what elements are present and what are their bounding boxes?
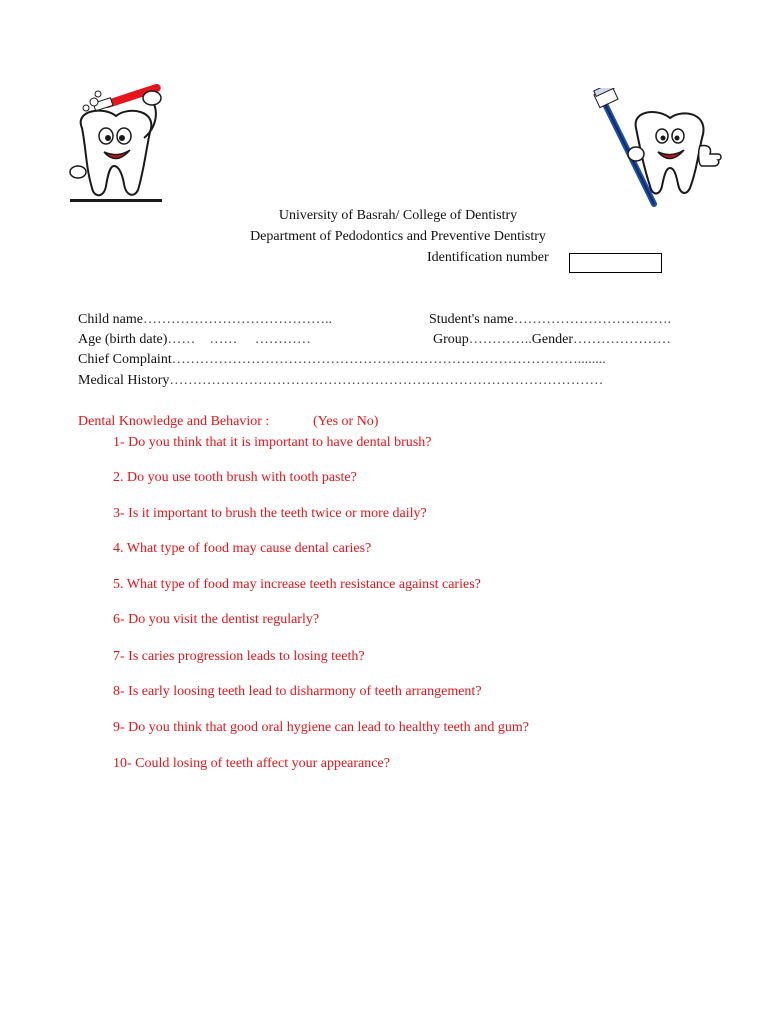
medical-history-field[interactable] [78,373,603,389]
identification-number-box[interactable] [569,253,662,273]
child-name-field[interactable] [78,312,332,328]
question-item: 9- Do you think that good oral hygiene can lead to healthy teeth and gum? [113,720,529,735]
group-gender-field[interactable] [433,332,671,348]
gender-label: Gender [531,332,573,347]
question-item: 3- Is it important to brush the teeth twice or more daily? [113,506,427,521]
question-item: 2. Do you use tooth brush with tooth paste? [113,470,357,485]
tooth-mascot-thumbs-up-icon [592,88,722,208]
gender-blank: ………………… [572,332,671,347]
question-item: 10- Could losing of teeth affect your appearance? [113,756,390,771]
section-hint: (Yes or No) [313,414,379,429]
medical-history-blank: ………………………………………………………………………………… [169,373,604,388]
question-item: 5. What type of food may increase teeth resistance against caries? [113,577,481,592]
group-blank: ………….. [468,332,532,347]
question-item: 7- Is caries progression leads to losing teeth? [113,649,365,664]
question-item: 6- Do you visit the dentist regularly? [113,612,320,627]
department-title: Department of Pedodontics and Preventive Dentistry [250,229,546,244]
chief-complaint-label: Chief Complaint [78,352,172,367]
age-label: Age (birth date) [78,332,168,347]
child-name-label: Child name [78,312,143,327]
section-title: Dental Knowledge and Behavior : [78,414,270,429]
child-name-blank: ………………………………….. [142,312,332,327]
question-item: 1- Do you think that it is important to have dental brush? [113,435,432,450]
medical-history-label: Medical History [78,373,170,388]
group-label: Group [433,332,469,347]
students-name-label: Student's name [429,312,514,327]
question-item: 4. What type of food may cause dental caries? [113,541,372,556]
identification-label: Identification number [427,250,549,265]
university-title: University of Basrah/ College of Dentistry [278,208,518,223]
age-blank: …… …… ………… [167,332,311,347]
question-item: 8- Is early loosing teeth lead to disharmony of teeth arrangement? [113,684,482,699]
chief-complaint-field[interactable] [78,352,606,368]
students-name-blank: ……………………………. [513,312,672,327]
students-name-field[interactable] [429,312,671,328]
tooth-mascot-brushing-icon [64,80,174,204]
chief-complaint-blank: ……………………………………………………………………………........ [171,352,606,367]
age-field[interactable] [78,332,311,348]
